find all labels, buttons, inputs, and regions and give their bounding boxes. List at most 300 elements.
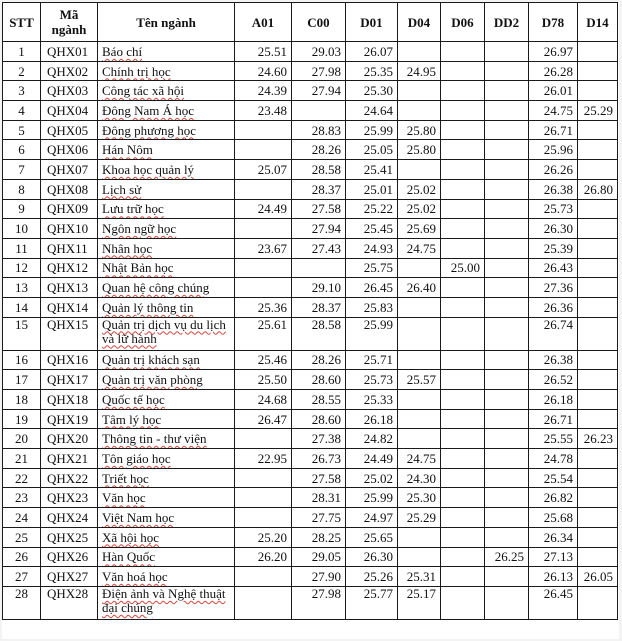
- cell-score-d78: 26.18: [529, 390, 578, 410]
- cell-stt: 28: [3, 586, 41, 619]
- cell-score-c00: 27.98: [292, 61, 346, 81]
- cell-stt: 27: [3, 567, 41, 587]
- cell-score-d14: [578, 160, 618, 180]
- cell-score-d14: 26.05: [578, 567, 618, 587]
- cell-major-name-text: Hàn Quốc: [102, 549, 156, 565]
- cell-score-d04: 25.30: [398, 488, 441, 508]
- cell-score-d14: 26.23: [578, 429, 618, 449]
- cell-score-a01: [235, 508, 292, 528]
- cell-score-c00: 28.60: [292, 370, 346, 390]
- cell-major-code: QHX18: [41, 390, 98, 410]
- cell-major-name-text: Công tác xã hội: [102, 83, 184, 99]
- table-row: [3, 278, 618, 298]
- cell-score-d04: [398, 297, 441, 317]
- cell-score-d04: 26.40: [398, 278, 441, 298]
- cell-score-d78: 24.78: [529, 449, 578, 469]
- cell-score-d14: [578, 586, 618, 619]
- cell-major-name: [98, 140, 235, 160]
- cell-score-d78: 25.68: [529, 508, 578, 528]
- cell-stt: 19: [3, 409, 41, 429]
- cell-major-name: [98, 199, 235, 219]
- cell-stt: 8: [3, 179, 41, 199]
- cell-score-c00: 27.94: [292, 219, 346, 239]
- table-row: [3, 586, 618, 619]
- cell-score-d14: [578, 199, 618, 219]
- cell-score-d78: 26.38: [529, 350, 578, 370]
- cell-score-c00: [292, 258, 346, 278]
- cell-major-name: [98, 160, 235, 180]
- cell-score-d01: 24.97: [346, 508, 398, 528]
- cell-score-dd2: 26.25: [485, 547, 529, 567]
- header-d06: D06: [441, 3, 485, 42]
- cell-major-name: [98, 508, 235, 528]
- cell-score-a01: [235, 140, 292, 160]
- table-row: [3, 567, 618, 587]
- table-row: [3, 350, 618, 370]
- cell-score-d06: [441, 547, 485, 567]
- table-row: [3, 390, 618, 410]
- cell-score-c00: 27.94: [292, 81, 346, 101]
- cell-score-a01: 24.68: [235, 390, 292, 410]
- cell-score-d01: 25.73: [346, 370, 398, 390]
- cell-stt: 14: [3, 297, 41, 317]
- cell-score-d01: 25.02: [346, 468, 398, 488]
- cell-major-name-text: Quản trị văn phòng: [102, 372, 203, 388]
- cell-score-d06: [441, 350, 485, 370]
- cell-stt: 20: [3, 429, 41, 449]
- cell-score-d04: [398, 101, 441, 121]
- cell-score-dd2: [485, 317, 529, 350]
- cell-stt: 7: [3, 160, 41, 180]
- cell-score-a01: [235, 429, 292, 449]
- cell-stt: 12: [3, 258, 41, 278]
- table-row: [3, 370, 618, 390]
- cell-score-d04: 24.75: [398, 238, 441, 258]
- cell-major-name-text: Khoa học quản lý: [102, 161, 195, 177]
- cell-score-dd2: [485, 409, 529, 429]
- header-a01: A01: [235, 3, 292, 42]
- cell-score-c00: 27.38: [292, 429, 346, 449]
- cell-major-code: QHX15: [41, 317, 98, 350]
- table-row: [3, 199, 618, 219]
- header-dd2: DD2: [485, 3, 529, 42]
- cell-major-code: QHX20: [41, 429, 98, 449]
- cell-major-code: QHX04: [41, 101, 98, 121]
- cell-major-name-text: Chính trị học: [102, 63, 171, 79]
- table-row: [3, 429, 618, 449]
- cell-score-d14: [578, 547, 618, 567]
- cell-major-name: [98, 238, 235, 258]
- cell-score-d06: [441, 199, 485, 219]
- cell-score-d01: 24.93: [346, 238, 398, 258]
- cell-score-c00: 28.25: [292, 527, 346, 547]
- cell-major-code: QHX07: [41, 160, 98, 180]
- cell-score-a01: [235, 278, 292, 298]
- cell-score-a01: [235, 567, 292, 587]
- cell-major-code: QHX26: [41, 547, 98, 567]
- cell-score-c00: 28.26: [292, 350, 346, 370]
- cell-major-name: [98, 81, 235, 101]
- cell-score-d78: 27.36: [529, 278, 578, 298]
- cell-major-name-text: Quản trị dịch vụ du lịch và lữ hành: [102, 317, 226, 346]
- cell-score-d01: 25.65: [346, 527, 398, 547]
- cell-score-d78: 26.71: [529, 409, 578, 429]
- cell-score-a01: 26.20: [235, 547, 292, 567]
- header-row: [3, 3, 618, 42]
- cell-score-c00: 27.58: [292, 468, 346, 488]
- cell-score-d78: 26.30: [529, 219, 578, 239]
- table-row: [3, 449, 618, 469]
- cell-score-d06: [441, 390, 485, 410]
- cell-score-dd2: [485, 179, 529, 199]
- cell-major-name: [98, 350, 235, 370]
- cell-score-a01: 22.95: [235, 449, 292, 469]
- cell-stt: 26: [3, 547, 41, 567]
- cell-major-code: QHX16: [41, 350, 98, 370]
- cell-score-c00: 28.55: [292, 390, 346, 410]
- cell-score-d14: [578, 81, 618, 101]
- cell-score-d04: [398, 429, 441, 449]
- cell-stt: 11: [3, 238, 41, 258]
- cell-score-dd2: [485, 567, 529, 587]
- cell-score-c00: 29.10: [292, 278, 346, 298]
- cell-score-d04: [398, 350, 441, 370]
- header-d78: D78: [529, 3, 578, 42]
- cell-score-d04: 25.17: [398, 586, 441, 619]
- cell-score-d14: [578, 409, 618, 429]
- cell-score-d01: 25.99: [346, 317, 398, 350]
- cell-score-d78: 24.75: [529, 101, 578, 121]
- cell-score-d01: 25.99: [346, 120, 398, 140]
- cell-score-d01: 25.41: [346, 160, 398, 180]
- cell-major-name-text: Báo chí: [102, 43, 143, 59]
- cell-stt: 23: [3, 488, 41, 508]
- cell-score-d01: 26.18: [346, 409, 398, 429]
- cell-major-name: [98, 101, 235, 121]
- cell-stt: 4: [3, 101, 41, 121]
- cell-score-dd2: [485, 370, 529, 390]
- cell-score-d14: [578, 42, 618, 62]
- cell-major-name-text: Tâm lý học: [102, 411, 162, 427]
- cell-score-c00: 28.83: [292, 120, 346, 140]
- cell-score-c00: 27.90: [292, 567, 346, 587]
- cell-score-d78: 26.01: [529, 81, 578, 101]
- cell-score-d04: [398, 409, 441, 429]
- cell-score-dd2: [485, 42, 529, 62]
- header-ma-nganh: Mã ngành: [41, 3, 98, 42]
- cell-stt: 16: [3, 350, 41, 370]
- cell-major-code: QHX22: [41, 468, 98, 488]
- cell-score-d06: [441, 140, 485, 160]
- cell-major-name: [98, 61, 235, 81]
- cell-major-name-text: Quốc tế học: [102, 391, 165, 407]
- cell-score-dd2: [485, 101, 529, 121]
- cell-score-d01: 26.45: [346, 278, 398, 298]
- header-d01: D01: [346, 3, 398, 42]
- cell-major-name: [98, 488, 235, 508]
- cell-score-dd2: [485, 219, 529, 239]
- cell-score-d01: 25.30: [346, 81, 398, 101]
- cell-major-code: QHX02: [41, 61, 98, 81]
- table-row: [3, 317, 618, 350]
- cell-score-d14: [578, 370, 618, 390]
- cell-major-code: QHX19: [41, 409, 98, 429]
- cell-stt: 10: [3, 219, 41, 239]
- cell-major-name: [98, 390, 235, 410]
- cell-score-a01: 25.07: [235, 160, 292, 180]
- cell-score-d04: 25.02: [398, 179, 441, 199]
- cell-score-d01: 24.64: [346, 101, 398, 121]
- cell-stt: 22: [3, 468, 41, 488]
- table-row: [3, 547, 618, 567]
- cell-score-a01: [235, 468, 292, 488]
- cell-score-a01: 23.67: [235, 238, 292, 258]
- cell-score-d14: 25.29: [578, 101, 618, 121]
- cell-major-code: QHX12: [41, 258, 98, 278]
- cell-major-code: QHX11: [41, 238, 98, 258]
- cell-major-name-text: Văn học: [102, 490, 146, 506]
- cell-major-name-text: Hán Nôm: [102, 142, 153, 158]
- cell-major-name: [98, 567, 235, 587]
- cell-major-code: QHX17: [41, 370, 98, 390]
- cell-score-d06: [441, 219, 485, 239]
- cell-score-d01: 25.77: [346, 586, 398, 619]
- cell-score-dd2: [485, 508, 529, 528]
- cell-major-code: QHX01: [41, 42, 98, 62]
- cell-stt: 5: [3, 120, 41, 140]
- cell-score-d06: [441, 101, 485, 121]
- cell-score-d06: [441, 586, 485, 619]
- cell-score-c00: 28.37: [292, 179, 346, 199]
- cell-score-d14: [578, 120, 618, 140]
- cell-score-c00: [292, 101, 346, 121]
- cell-score-d14: [578, 219, 618, 239]
- cell-score-d01: 25.45: [346, 219, 398, 239]
- cell-major-name-text: Việt Nam học: [102, 509, 175, 525]
- cell-score-dd2: [485, 350, 529, 370]
- cell-score-d14: [578, 390, 618, 410]
- cell-score-d01: 24.82: [346, 429, 398, 449]
- cell-score-a01: 25.36: [235, 297, 292, 317]
- cell-score-d14: 26.80: [578, 179, 618, 199]
- cell-major-code: QHX08: [41, 179, 98, 199]
- cell-score-d78: 26.74: [529, 317, 578, 350]
- table-row: [3, 179, 618, 199]
- cell-score-a01: 25.51: [235, 42, 292, 62]
- cell-score-d04: 24.95: [398, 61, 441, 81]
- cell-major-code: QHX25: [41, 527, 98, 547]
- cell-score-c00: 27.58: [292, 199, 346, 219]
- cell-score-d01: 26.07: [346, 42, 398, 62]
- cell-score-d78: 26.28: [529, 61, 578, 81]
- cell-score-a01: [235, 258, 292, 278]
- cell-major-name: [98, 527, 235, 547]
- cell-score-d14: [578, 317, 618, 350]
- cell-score-d14: [578, 238, 618, 258]
- cell-score-d06: [441, 508, 485, 528]
- cell-score-d01: 25.75: [346, 258, 398, 278]
- cell-score-d04: 25.69: [398, 219, 441, 239]
- cell-major-name-text: Điện ảnh và Nghệ thuật đại chúng: [102, 586, 226, 615]
- cell-score-dd2: [485, 238, 529, 258]
- cell-score-d06: [441, 567, 485, 587]
- cell-major-code: QHX14: [41, 297, 98, 317]
- cell-score-a01: 24.60: [235, 61, 292, 81]
- cell-score-d04: 25.31: [398, 567, 441, 587]
- cell-score-dd2: [485, 297, 529, 317]
- cell-score-a01: 25.50: [235, 370, 292, 390]
- table-row: [3, 140, 618, 160]
- table-row: [3, 81, 618, 101]
- cell-score-d06: [441, 160, 485, 180]
- cell-score-c00: 26.73: [292, 449, 346, 469]
- cell-score-a01: 23.48: [235, 101, 292, 121]
- cell-score-d06: [441, 449, 485, 469]
- cell-score-a01: [235, 120, 292, 140]
- cell-score-c00: 28.58: [292, 317, 346, 350]
- cell-major-code: QHX27: [41, 567, 98, 587]
- cell-major-name-text: Đông Nam Á học: [102, 102, 195, 118]
- cell-score-d14: [578, 449, 618, 469]
- cell-stt: 21: [3, 449, 41, 469]
- cell-score-d06: [441, 409, 485, 429]
- table-row: [3, 258, 618, 278]
- cell-score-d14: [578, 350, 618, 370]
- cell-score-d78: 26.97: [529, 42, 578, 62]
- cell-score-c00: 27.75: [292, 508, 346, 528]
- cell-score-d78: 26.26: [529, 160, 578, 180]
- cell-score-dd2: [485, 258, 529, 278]
- cell-score-d14: [578, 297, 618, 317]
- cell-major-name: [98, 547, 235, 567]
- cell-score-dd2: [485, 586, 529, 619]
- cell-score-c00: 28.37: [292, 297, 346, 317]
- header-stt: STT: [3, 3, 41, 42]
- cell-score-d78: 27.13: [529, 547, 578, 567]
- cell-score-d78: 26.45: [529, 586, 578, 619]
- table-row: [3, 527, 618, 547]
- cell-score-d04: [398, 547, 441, 567]
- cell-score-d14: [578, 527, 618, 547]
- cell-major-code: QHX03: [41, 81, 98, 101]
- cell-major-code: QHX09: [41, 199, 98, 219]
- cell-stt: 9: [3, 199, 41, 219]
- cell-score-d14: [578, 278, 618, 298]
- cell-major-name: [98, 219, 235, 239]
- cell-score-d14: [578, 468, 618, 488]
- cell-score-d06: [441, 429, 485, 449]
- cell-score-dd2: [485, 390, 529, 410]
- cell-score-d04: 25.29: [398, 508, 441, 528]
- cell-score-d06: [441, 370, 485, 390]
- cell-score-d06: [441, 81, 485, 101]
- cell-score-d01: 25.35: [346, 61, 398, 81]
- cell-score-d01: 25.05: [346, 140, 398, 160]
- table-row: [3, 468, 618, 488]
- cell-major-name: [98, 258, 235, 278]
- cell-score-d14: [578, 61, 618, 81]
- cell-score-c00: 28.60: [292, 409, 346, 429]
- cell-score-d04: 25.80: [398, 120, 441, 140]
- cell-score-d14: [578, 488, 618, 508]
- cell-score-d04: [398, 527, 441, 547]
- cell-major-name: [98, 370, 235, 390]
- table-row: [3, 61, 618, 81]
- cell-major-name-text: Lịch sử: [102, 181, 142, 197]
- cell-major-code: QHX13: [41, 278, 98, 298]
- cell-major-name-text: Văn hoá học: [102, 569, 168, 585]
- cell-major-name-text: Ngôn ngữ học: [102, 221, 177, 237]
- cell-major-name: [98, 409, 235, 429]
- table-body: [3, 42, 618, 620]
- cell-major-name: [98, 278, 235, 298]
- cell-score-d78: 25.96: [529, 140, 578, 160]
- cell-score-c00: 29.05: [292, 547, 346, 567]
- cell-score-d01: 25.22: [346, 199, 398, 219]
- score-table-sheet: [2, 2, 619, 639]
- cell-major-code: QHX28: [41, 586, 98, 619]
- cell-major-name-text: Xã hội học: [102, 529, 160, 545]
- header-c00: C00: [292, 3, 346, 42]
- cell-major-name: [98, 586, 235, 619]
- cell-score-c00: 28.26: [292, 140, 346, 160]
- table-row: [3, 120, 618, 140]
- cell-score-dd2: [485, 140, 529, 160]
- cell-score-d06: [441, 527, 485, 547]
- cell-major-name: [98, 429, 235, 449]
- cell-score-a01: 26.47: [235, 409, 292, 429]
- cell-score-a01: [235, 179, 292, 199]
- cell-major-name-text: Quản lý thông tin: [102, 299, 194, 315]
- cell-score-d78: 26.82: [529, 488, 578, 508]
- table-row: [3, 238, 618, 258]
- cell-score-d01: 26.30: [346, 547, 398, 567]
- cell-score-d06: 25.00: [441, 258, 485, 278]
- cell-major-name-text: Nhật Bản học: [102, 260, 174, 276]
- cell-stt: 25: [3, 527, 41, 547]
- cell-score-c00: 29.03: [292, 42, 346, 62]
- cell-score-d04: [398, 81, 441, 101]
- cell-score-a01: 24.39: [235, 81, 292, 101]
- cell-score-d06: [441, 488, 485, 508]
- cell-stt: 3: [3, 81, 41, 101]
- cell-score-d06: [441, 61, 485, 81]
- cell-score-dd2: [485, 81, 529, 101]
- cell-score-d06: [441, 278, 485, 298]
- cell-score-d78: 25.39: [529, 238, 578, 258]
- cell-major-name-text: Quan hệ công chúng: [102, 280, 210, 296]
- cell-major-name: [98, 297, 235, 317]
- cell-score-a01: 25.20: [235, 527, 292, 547]
- table-row: [3, 508, 618, 528]
- cell-score-dd2: [485, 61, 529, 81]
- cell-major-name-text: Tôn giáo học: [102, 450, 171, 466]
- cell-score-d78: 26.36: [529, 297, 578, 317]
- header-d04: D04: [398, 3, 441, 42]
- cell-score-d78: 25.55: [529, 429, 578, 449]
- cell-score-c00: 27.98: [292, 586, 346, 619]
- cell-major-code: QHX10: [41, 219, 98, 239]
- admission-score-table: [2, 2, 618, 620]
- cell-major-name-text: Thông tin - thư viện: [102, 431, 207, 447]
- cell-score-d04: 25.57: [398, 370, 441, 390]
- cell-major-code: QHX21: [41, 449, 98, 469]
- cell-score-d78: 25.73: [529, 199, 578, 219]
- cell-stt: 2: [3, 61, 41, 81]
- cell-score-d04: 25.80: [398, 140, 441, 160]
- cell-score-d06: [441, 468, 485, 488]
- cell-score-dd2: [485, 120, 529, 140]
